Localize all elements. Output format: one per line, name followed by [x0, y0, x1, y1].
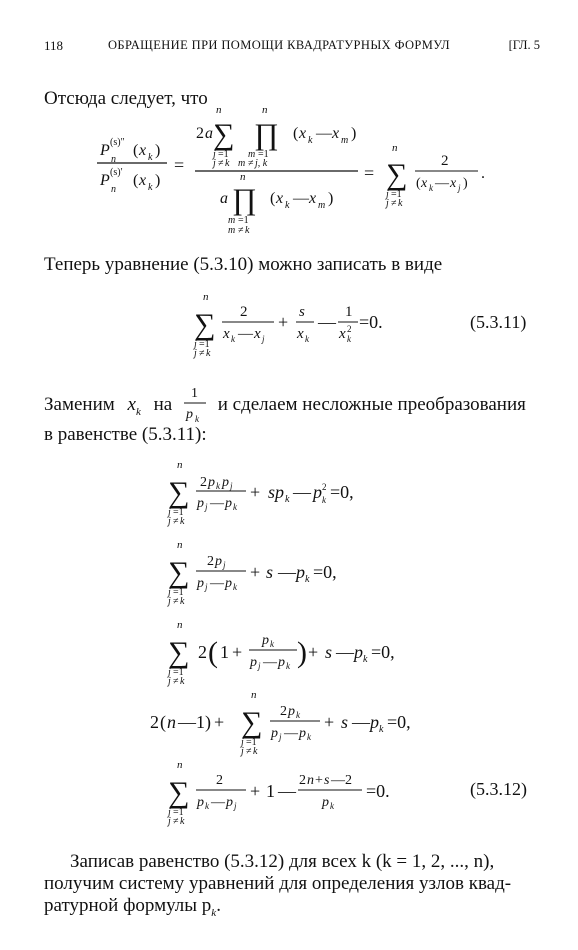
svg-text:p: p	[222, 475, 229, 490]
svg-text:(: (	[270, 190, 276, 207]
svg-text:2: 2	[322, 482, 327, 492]
svg-text:k: k	[233, 582, 237, 592]
svg-text:n: n	[111, 154, 116, 165]
svg-text:x: x	[299, 125, 307, 142]
svg-text:n: n	[177, 619, 183, 631]
svg-text:k: k	[206, 348, 211, 359]
svg-text:s: s	[324, 773, 330, 788]
svg-text:j, k: j, k	[255, 158, 268, 169]
fraction-denominator-sub: k	[195, 414, 199, 424]
svg-text:2: 2	[280, 704, 287, 719]
svg-text:2: 2	[347, 324, 352, 334]
svg-text:p: p	[226, 795, 233, 810]
svg-text:≠: ≠	[173, 676, 179, 687]
svg-text:=1: =1	[173, 507, 184, 518]
svg-text:∑: ∑	[213, 118, 235, 151]
svg-text:—: —	[336, 642, 354, 662]
svg-text:=0,: =0,	[330, 482, 354, 502]
svg-text:k: k	[148, 182, 153, 193]
svg-text:∑: ∑	[386, 158, 408, 191]
svg-text:—: —	[293, 482, 311, 502]
svg-text:p: p	[250, 655, 257, 670]
svg-text:n: n	[111, 184, 116, 195]
svg-text:k: k	[148, 152, 153, 163]
svg-text:j: j	[194, 348, 197, 359]
svg-text:a: a	[205, 125, 213, 142]
svg-text:+: +	[214, 712, 225, 732]
svg-text:p: p	[271, 726, 278, 741]
svg-text:P: P	[100, 142, 110, 159]
svg-text:—2: —2	[331, 773, 352, 788]
paragraph-intro: Отсюда следует, что	[44, 88, 208, 109]
svg-text:—: —	[210, 576, 224, 591]
svg-text:2: 2	[441, 153, 449, 169]
svg-text:k: k	[286, 661, 290, 671]
svg-text:m: m	[228, 215, 236, 226]
svg-text:≠: ≠	[238, 225, 244, 236]
fraction-denominator: p	[186, 407, 193, 422]
svg-text:=0,: =0,	[387, 712, 411, 732]
svg-text:+: +	[250, 781, 261, 801]
svg-text:j: j	[168, 667, 171, 678]
svg-text:1: 1	[345, 304, 353, 320]
svg-text:k: k	[180, 516, 185, 527]
svg-text:—: —	[178, 712, 196, 732]
svg-text:(: (	[133, 172, 139, 189]
svg-text:j: j	[279, 732, 282, 742]
svg-text:(: (	[160, 712, 166, 732]
svg-text:k: k	[330, 801, 334, 811]
svg-text:): )	[328, 190, 334, 207]
svg-text:k: k	[216, 481, 220, 491]
transform-step-5	[166, 759, 390, 827]
svg-text:k: k	[305, 334, 309, 344]
svg-text:2: 2	[207, 554, 214, 569]
svg-text:2: 2	[198, 642, 207, 662]
svg-text:+: +	[315, 773, 323, 788]
svg-text:k: k	[429, 183, 433, 193]
svg-text:p: p	[197, 496, 204, 511]
running-header	[44, 38, 540, 58]
svg-text:n: n	[203, 291, 209, 303]
svg-text:p: p	[225, 576, 232, 591]
equation-number-5-3-12: (5.3.12)	[470, 779, 527, 799]
svg-text:j: j	[458, 183, 461, 193]
svg-text:1: 1	[220, 642, 229, 662]
svg-text:k: k	[285, 494, 290, 505]
svg-text:1: 1	[266, 781, 275, 801]
svg-text:p: p	[313, 482, 322, 502]
chapter-marker: [ГЛ. 5	[508, 38, 540, 52]
svg-text:=1: =1	[238, 215, 249, 226]
svg-text:n: n	[262, 104, 268, 116]
svg-text:2: 2	[200, 475, 207, 490]
svg-text:2: 2	[216, 773, 223, 788]
conclusion-line3-text: ратурной формулы p	[44, 895, 212, 916]
svg-text:k: k	[398, 198, 403, 209]
svg-text:=1: =1	[199, 339, 210, 350]
svg-text:(: (	[133, 142, 139, 159]
svg-text:k: k	[308, 135, 313, 146]
svg-text:2: 2	[196, 125, 204, 142]
svg-text:=1: =1	[218, 149, 229, 160]
svg-text:=1: =1	[258, 149, 269, 160]
svg-text:x: x	[139, 172, 147, 189]
svg-text:p: p	[215, 554, 222, 569]
paragraph-rewrite: Теперь уравнение (5.3.10) можно записать в виде	[44, 254, 443, 275]
svg-text:∏: ∏	[254, 118, 279, 151]
paragraph-substitute	[44, 392, 526, 425]
svg-text:—: —	[210, 496, 224, 511]
svg-text:P: P	[100, 172, 110, 189]
equation-number-5-3-11: (5.3.11)	[470, 312, 527, 332]
svg-text:j: j	[230, 481, 233, 491]
svg-text:—: —	[211, 795, 225, 810]
svg-text:(: (	[208, 636, 218, 669]
svg-text:x: x	[297, 326, 304, 342]
svg-text:): )	[463, 176, 468, 191]
substitute-word: Заменим	[44, 394, 115, 415]
svg-text:k: k	[245, 225, 250, 236]
svg-text:∑: ∑	[241, 706, 263, 739]
conclusion-line3-end: .	[216, 895, 221, 916]
svg-text:j: j	[205, 582, 208, 592]
svg-text:∑: ∑	[168, 556, 190, 589]
svg-text:k: k	[379, 724, 384, 735]
svg-text:j: j	[168, 807, 171, 818]
svg-text:n: n	[177, 759, 183, 771]
svg-text:p: p	[197, 576, 204, 591]
svg-text:p: p	[354, 642, 363, 662]
svg-text:n: n	[240, 171, 246, 183]
transform-step-1	[166, 459, 354, 527]
svg-text:x: x	[332, 125, 340, 142]
svg-text:2: 2	[150, 712, 159, 732]
svg-text:≠: ≠	[173, 516, 179, 527]
svg-text:j: j	[223, 560, 226, 570]
svg-text:∑: ∑	[168, 636, 190, 669]
svg-text:2: 2	[240, 304, 248, 320]
svg-text:≠: ≠	[173, 816, 179, 827]
svg-text:+: +	[250, 562, 261, 582]
svg-text:s: s	[341, 712, 349, 732]
svg-text:=1: =1	[246, 737, 257, 748]
svg-text:m: m	[341, 135, 349, 146]
svg-text:=1: =1	[391, 189, 402, 200]
svg-text:j: j	[213, 158, 216, 169]
svg-text:+: +	[278, 312, 289, 332]
svg-text:+: +	[324, 712, 335, 732]
transform-step-2	[166, 539, 337, 607]
svg-text:p: p	[197, 795, 204, 810]
svg-text:—: —	[316, 125, 332, 142]
svg-text:+: +	[308, 642, 319, 662]
svg-text:k: k	[231, 334, 235, 344]
svg-text:—: —	[352, 712, 370, 732]
substitute-rest: и сделаем несложные преобразования	[217, 394, 526, 415]
svg-text:x: x	[421, 176, 428, 191]
conclusion-line3-sub: k	[211, 906, 217, 919]
svg-text:—: —	[278, 781, 296, 801]
svg-text:s: s	[266, 562, 274, 582]
svg-text:j: j	[234, 801, 237, 811]
svg-text:k: k	[205, 801, 209, 811]
svg-text:s: s	[325, 642, 333, 662]
svg-text:p: p	[322, 795, 329, 810]
svg-text:j: j	[258, 661, 261, 671]
svg-text:p: p	[288, 704, 295, 719]
svg-text:k: k	[180, 596, 185, 607]
svg-text:=0,: =0,	[371, 642, 395, 662]
svg-text:x: x	[276, 190, 284, 207]
svg-text:j: j	[205, 502, 208, 512]
svg-text:j: j	[168, 596, 171, 607]
svg-text:=0.: =0.	[366, 781, 390, 801]
svg-text:a: a	[220, 190, 228, 207]
paragraph-conclusion-line3	[44, 893, 221, 926]
svg-text:p: p	[296, 562, 305, 582]
svg-text:n: n	[216, 104, 222, 116]
svg-text:—: —	[318, 312, 336, 332]
svg-text:k: k	[180, 816, 185, 827]
svg-text:j: j	[168, 507, 171, 518]
svg-text:∑: ∑	[168, 776, 190, 809]
svg-text:=1: =1	[173, 667, 184, 678]
svg-text:k: k	[253, 746, 258, 757]
svg-text:j: j	[241, 746, 244, 757]
svg-text:p: p	[262, 633, 269, 648]
svg-text:p: p	[299, 726, 306, 741]
svg-text:x: x	[223, 326, 230, 342]
svg-text:k: k	[233, 502, 237, 512]
svg-text:m: m	[228, 225, 236, 236]
svg-text:=0.: =0.	[359, 312, 383, 332]
svg-text:n: n	[392, 142, 398, 154]
svg-text:(: (	[293, 125, 299, 142]
svg-text:—: —	[238, 326, 253, 342]
svg-text:=: =	[174, 155, 185, 175]
svg-text:k: k	[285, 200, 290, 211]
svg-text:—: —	[263, 655, 277, 670]
svg-text:x: x	[450, 176, 457, 191]
svg-text:k: k	[270, 639, 274, 649]
svg-text:≠: ≠	[391, 198, 397, 209]
svg-text:k: k	[305, 574, 310, 585]
variable-x: x	[127, 394, 136, 415]
page-number: 118	[44, 38, 64, 53]
formula-derivative-ratio	[0, 105, 578, 245]
svg-text:—: —	[284, 726, 298, 741]
svg-text:∑: ∑	[168, 476, 190, 509]
svg-text:p: p	[208, 475, 215, 490]
svg-text:≠: ≠	[218, 158, 224, 169]
svg-text:sp: sp	[268, 482, 285, 502]
on-word: на	[153, 394, 173, 415]
svg-text:j: j	[386, 189, 389, 200]
svg-text:=: =	[364, 163, 375, 183]
svg-text:): )	[351, 125, 357, 142]
fraction-numerator: 1	[191, 386, 198, 401]
svg-text:=1: =1	[173, 587, 184, 598]
svg-text:s: s	[299, 304, 305, 320]
svg-text:): )	[155, 172, 161, 189]
svg-text:m: m	[248, 149, 256, 160]
svg-text:): )	[297, 636, 307, 669]
transform-step-4	[150, 689, 411, 757]
svg-text:j: j	[386, 198, 389, 209]
svg-text:j: j	[241, 737, 244, 748]
svg-text:m: m	[318, 200, 326, 211]
svg-text:≠: ≠	[246, 746, 252, 757]
svg-text:k: k	[322, 495, 326, 505]
svg-text:+: +	[232, 642, 243, 662]
paragraph-conclusion-line1: Записав равенство (5.3.12) для всех k (k = 1, 2, ..., n),	[70, 851, 495, 872]
svg-text:j: j	[168, 587, 171, 598]
svg-text:j: j	[168, 516, 171, 527]
svg-text:—: —	[278, 562, 296, 582]
svg-text:+: +	[250, 482, 261, 502]
svg-text:n: n	[177, 539, 183, 551]
svg-text:—: —	[435, 176, 449, 191]
running-title: ОБРАЩЕНИЕ ПРИ ПОМОЩИ КВАДРАТУРНЫХ ФОРМУЛ	[108, 38, 451, 52]
paragraph-conclusion-line2: получим систему уравнений для определения узлов квад-	[44, 873, 512, 894]
svg-text:j: j	[168, 676, 171, 687]
svg-text:∑: ∑	[194, 308, 216, 341]
paragraph-substitute-line2: в равенстве (5.3.11):	[44, 424, 207, 445]
svg-text:(s)′: (s)′	[110, 167, 123, 178]
svg-text:x: x	[139, 142, 147, 159]
svg-text:.: .	[481, 165, 485, 182]
svg-text:j: j	[213, 149, 216, 160]
svg-text:k: k	[225, 158, 230, 169]
svg-text:k: k	[347, 334, 351, 344]
svg-text:(: (	[416, 176, 421, 191]
svg-text:n: n	[167, 712, 176, 732]
svg-text:x: x	[254, 326, 261, 342]
svg-text:n: n	[177, 459, 183, 471]
svg-text:—: —	[293, 190, 309, 207]
svg-text:=1: =1	[173, 807, 184, 818]
svg-text:=0,: =0,	[313, 562, 337, 582]
svg-text:j: j	[168, 816, 171, 827]
svg-text:n: n	[251, 689, 257, 701]
svg-text:n: n	[307, 773, 314, 788]
svg-text:≠: ≠	[248, 158, 254, 169]
svg-text:p: p	[225, 496, 232, 511]
svg-text:p: p	[370, 712, 379, 732]
svg-text:1): 1)	[196, 712, 211, 732]
svg-text:x: x	[339, 326, 346, 342]
inline-fraction-1-over-pk	[182, 383, 212, 423]
svg-text:k: k	[296, 710, 300, 720]
svg-text:≠: ≠	[199, 348, 205, 359]
svg-text:): )	[155, 142, 161, 159]
svg-text:2: 2	[299, 773, 306, 788]
svg-text:p: p	[278, 655, 285, 670]
variable-x-sub: k	[135, 405, 141, 418]
svg-text:(s)″: (s)″	[110, 137, 125, 148]
svg-text:x: x	[309, 190, 317, 207]
svg-text:k: k	[180, 676, 185, 687]
svg-text:j: j	[194, 339, 197, 350]
svg-text:j: j	[262, 334, 265, 344]
svg-text:∏: ∏	[232, 183, 257, 216]
transform-step-3	[166, 619, 395, 687]
svg-text:k: k	[307, 732, 311, 742]
svg-text:≠: ≠	[173, 596, 179, 607]
svg-text:m: m	[238, 158, 246, 169]
svg-text:k: k	[363, 654, 368, 665]
